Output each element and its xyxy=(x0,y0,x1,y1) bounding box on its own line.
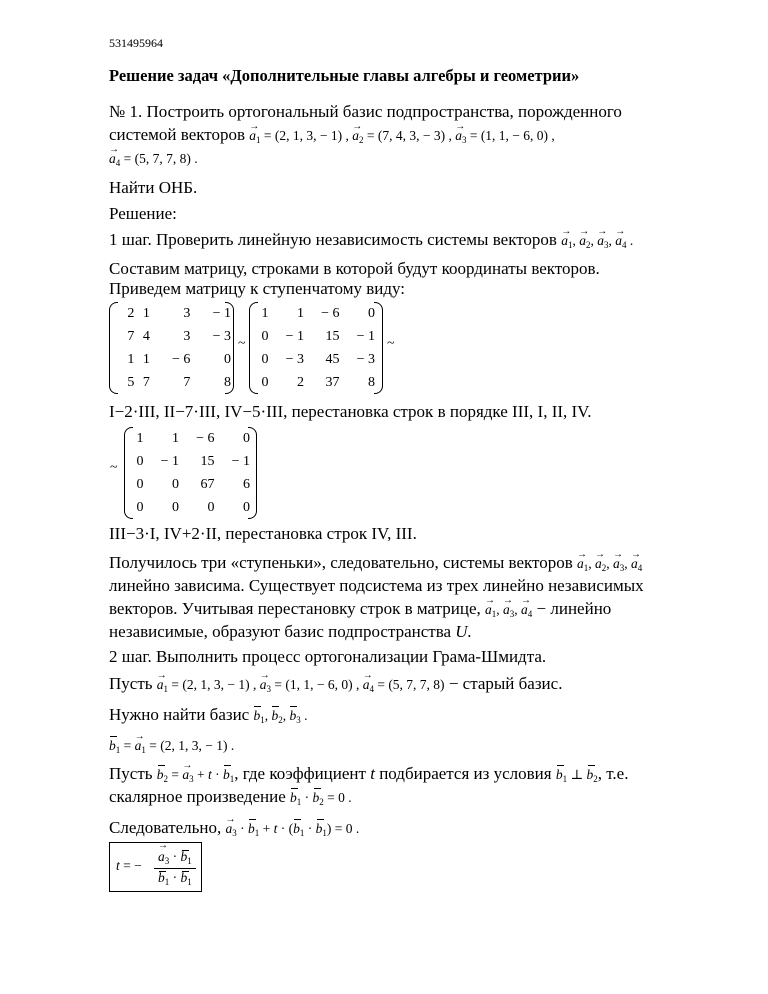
matrix-cell: 0 xyxy=(261,374,269,390)
scalar-product-line: скалярное произведение $b_1 \cdot b_2 = 0$ . xyxy=(109,787,352,807)
operations-1: I−2·III, II−7·III, IV−5·III, перестановка строк в порядке III, I, II, IV. xyxy=(109,402,592,421)
matrix-cell: 1 xyxy=(171,430,179,446)
therefore-text: Следовательно, xyxy=(109,818,222,837)
vector-a1: = (2, 1, 3, − 1) , xyxy=(263,128,349,143)
therefore-line: Следовательно, → $a_3 \cdot b_1 + t \cdot (b_1 \cdot b_1) = 0$ . xyxy=(109,817,359,844)
matrix-cell: 67 xyxy=(200,476,215,492)
matrix-row xyxy=(255,302,375,325)
matrix-cell: 0 xyxy=(136,499,144,515)
solution-label: Решение: xyxy=(109,204,177,223)
equals-zero: = 0 . xyxy=(327,790,352,805)
find-onb: Найти ОНБ. xyxy=(109,178,198,197)
problem-line-2: системой векторов → $a_1 = (2$, 1, 3, − 1) , → $a_2 = (7$, 4, 3, − 3) , → $a_3 = (1$, 1, − 6, 0) , xyxy=(109,124,555,151)
problem-line-1: № 1. Построить ортогональный базис подпространства, порожденного xyxy=(109,102,622,121)
equivalence-sign: ~ xyxy=(387,336,395,351)
subspace-u: U. xyxy=(455,622,472,641)
matrix-2-table xyxy=(255,302,375,394)
matrix-cell: 1 xyxy=(127,351,135,367)
matrix-cell: 0 xyxy=(243,499,250,515)
matrix-cell: 1 xyxy=(261,305,269,321)
matrix-cell: 0 xyxy=(224,351,231,367)
equivalence-sign: ~ xyxy=(238,336,246,351)
matrix-cell: 0 xyxy=(171,476,179,492)
page-title: Решение задач «Дополнительные главы алгебры и геометрии» xyxy=(109,66,580,85)
formula-box xyxy=(109,842,202,892)
matrix-cell: − 1 xyxy=(231,453,250,469)
result-text-1: Получилось три «ступеньки», следовательно, системы векторов xyxy=(109,553,573,572)
matrix-cell: 2 xyxy=(127,305,135,321)
matrix-3-table xyxy=(130,427,250,519)
matrix-cell: 7 xyxy=(127,328,135,344)
matrix-cell: 3 xyxy=(183,328,191,344)
matrix-cell: 15 xyxy=(325,328,340,344)
step1-text: 1 шаг. Проверить линейную независимость системы векторов xyxy=(109,230,557,249)
matrix-cell: 1 xyxy=(142,351,150,367)
matrix-row xyxy=(255,325,375,348)
matrix-cell: − 3 xyxy=(212,328,231,344)
old-basis-text: − старый базис. xyxy=(448,674,563,693)
step1: 1 шаг. Проверить линейную независимость системы векторов → $a_1$, → $a_2$, → $a_3$, → $a_4$ . xyxy=(109,229,633,256)
b1-value: = (2, 1, 3, − 1) . xyxy=(149,738,235,753)
matrix-cell: 1 xyxy=(136,430,144,446)
matrix-cell: − 1 xyxy=(160,453,179,469)
matrix-cell: 0 xyxy=(136,453,144,469)
need-basis-text: Нужно найти базис xyxy=(109,705,250,724)
result-line-1: Получилось три «ступеньки», следовательно, системы векторов → $a_1$, → $a_2$, → $a_3$, → $a_4$ xyxy=(109,552,642,579)
matrix-cell: 8 xyxy=(224,374,231,390)
vector-a4: = (5, 7, 7, 8) . xyxy=(123,151,198,166)
matrix-2 xyxy=(249,302,383,394)
matrix-row xyxy=(130,427,250,450)
equivalence-sign: ~ xyxy=(110,460,118,475)
matrix-cell: 0 xyxy=(207,499,215,515)
matrix-1-table xyxy=(119,302,231,394)
step2: 2 шаг. Выполнить процесс ортогонализации Грама-Шмидта. xyxy=(109,647,547,666)
matrix-cell: 4 xyxy=(142,328,150,344)
matrix-cell: 7 xyxy=(142,374,150,390)
matrix-row xyxy=(130,473,250,496)
matrix-row xyxy=(119,302,231,325)
matrix-cell: 6 xyxy=(243,476,250,492)
matrix-cell: − 3 xyxy=(356,351,375,367)
matrix-cell: 2 xyxy=(296,374,304,390)
t-variable: t xyxy=(370,764,375,783)
result-text-3a: векторов. Учитывая перестановку строк в матрице, xyxy=(109,599,481,618)
result-line-3: векторов. Учитывая перестановку строк в матрице, → $a_1$, → $a_3$, → $a_4$ − линейно xyxy=(109,598,611,625)
matrix-cell: 0 xyxy=(171,499,179,515)
matrix-cell: 8 xyxy=(368,374,375,390)
matrix-3 xyxy=(124,427,257,519)
matrix-row xyxy=(119,371,231,394)
compose-line-1: Составим матрицу, строками в которой будут координаты векторов. xyxy=(109,259,600,278)
scalar-product-text: скалярное произведение xyxy=(109,787,286,806)
matrix-row xyxy=(119,325,231,348)
vector-a3: = (1, 1, − 6, 0) , xyxy=(274,677,360,692)
b1-definition: $b_1$ = → $a_1 = (2$, 1, 3, − 1) . xyxy=(109,734,234,761)
old-basis-line: Пусть → $a_1 = (2$, 1, 3, − 1) , → $a_3 = (1$, 1, − 6, 0) , → $a_4 = (5$, 7, 7, 8) − старый базис. xyxy=(109,673,562,700)
matrix-1 xyxy=(109,302,234,394)
problem-text: системой векторов xyxy=(109,125,246,144)
matrix-cell: 15 xyxy=(200,453,215,469)
let-word: Пусть xyxy=(109,764,153,783)
matrix-cell: − 3 xyxy=(285,351,304,367)
matrix-cell: − 6 xyxy=(196,430,215,446)
result-text-3b: − линейно xyxy=(536,599,612,618)
vector-a3: = (1, 1, − 6, 0) , xyxy=(469,128,555,143)
matrix-cell: 0 xyxy=(136,476,144,492)
matrix-cell: 5 xyxy=(127,374,135,390)
matrix-row xyxy=(130,450,250,473)
matrix-row xyxy=(255,348,375,371)
matrix-cell: 3 xyxy=(183,305,191,321)
operations-2: III−3·I, IV+2·II, перестановка строк IV, III. xyxy=(109,524,417,543)
document-id: 531495964 xyxy=(109,36,163,50)
matrix-cell: − 1 xyxy=(285,328,304,344)
b2-definition: Пусть $b_2$ = → $a_3 + t \cdot b_1$, где коэффициент t подбирается из условия $b_1$ ⊥ $b_2$, т.е. xyxy=(109,763,628,790)
compose-line-2: Приведем матрицу к ступенчатому виду: xyxy=(109,279,405,298)
matrix-cell: 1 xyxy=(142,305,150,321)
vector-a2: = (7, 4, 3, − 3) , xyxy=(366,128,452,143)
where-coef-text: , где коэффициент xyxy=(234,764,366,783)
matrix-cell: − 6 xyxy=(172,351,191,367)
matrix-cell: 7 xyxy=(183,374,191,390)
formula-lhs: t = − xyxy=(116,858,142,873)
vector-a1: = (2, 1, 3, − 1) , xyxy=(171,677,257,692)
matrix-row xyxy=(130,496,250,519)
ie-text: , т.е. xyxy=(597,764,629,783)
matrix-cell: 1 xyxy=(296,305,304,321)
matrix-cell: 0 xyxy=(368,305,375,321)
result-line-4 xyxy=(109,621,472,642)
matrix-row xyxy=(255,371,375,394)
chosen-from-text: подбирается из условия xyxy=(379,764,552,783)
formula-denominator: $b_1 \cdot b_1$ xyxy=(158,870,192,887)
matrix-cell: 0 xyxy=(261,351,269,367)
matrix-cell: 37 xyxy=(325,374,340,390)
let-word: Пусть xyxy=(109,674,153,693)
need-basis-line: Нужно найти базис $b_1$, $b_2$, $b_3$ . xyxy=(109,705,308,725)
formula-numerator: → $a_3 \cdot b_1$ xyxy=(158,849,192,866)
matrix-cell: 0 xyxy=(243,430,250,446)
fraction-bar xyxy=(154,868,196,869)
matrix-cell: 45 xyxy=(325,351,340,367)
result-text-4a: независимые, образуют базис подпространства xyxy=(109,622,452,641)
matrix-cell: − 1 xyxy=(212,305,231,321)
result-line-2: линейно зависима. Существует подсистема из трех линейно независимых xyxy=(109,576,644,595)
matrix-row xyxy=(119,348,231,371)
matrix-cell: 0 xyxy=(261,328,269,344)
matrix-cell: − 1 xyxy=(356,328,375,344)
matrix-cell: − 6 xyxy=(321,305,340,321)
problem-line-3: → $a_4 = (5$, 7, 7, 8) . xyxy=(109,147,198,174)
